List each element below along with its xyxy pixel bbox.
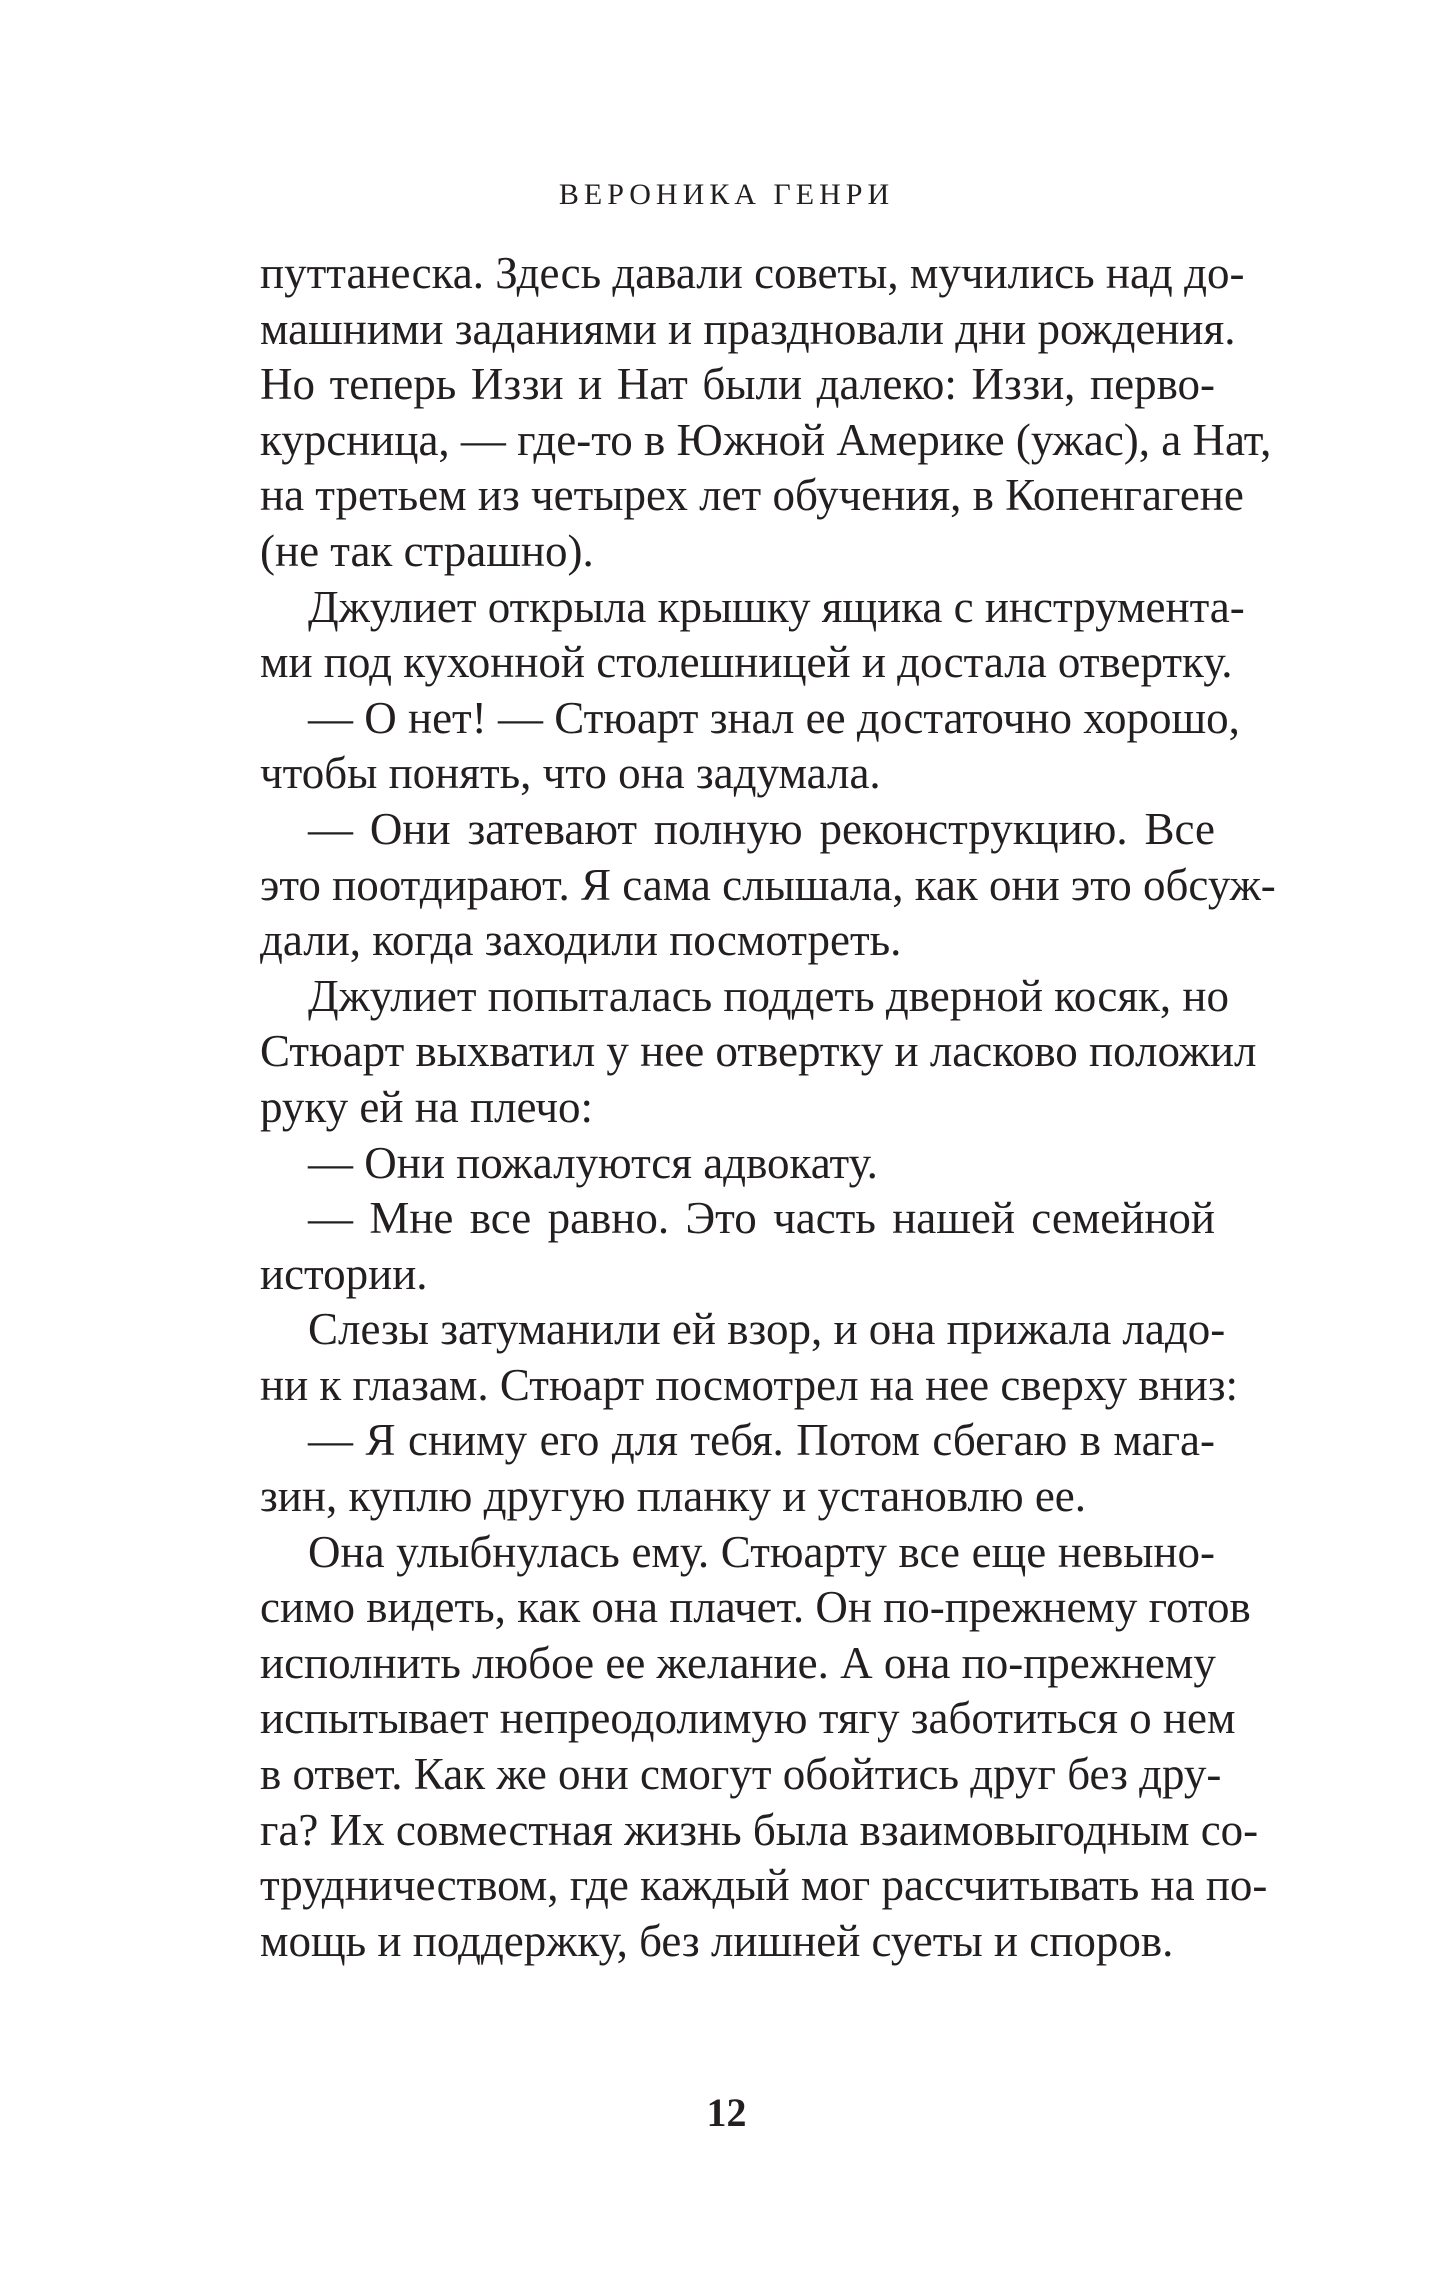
text-line: га? Их совместная жизнь была взаимовыгодным со- (260, 1804, 1259, 1855)
text-line: Но теперь Иззи и Нат были далеко: Иззи, перво- (260, 359, 1215, 410)
text-line: в ответ. Как же они смогут обойтись друг без дру- (260, 1749, 1222, 1800)
text-line: — Они затевают полную реконструкцию. Все (308, 803, 1215, 854)
text-line: испытывает непреодолимую тягу заботиться о нем (260, 1693, 1236, 1744)
text-line: дали, когда заходили посмотреть. (260, 915, 902, 966)
text-line: (не так страшно). (260, 525, 594, 576)
text-line: Стюарт выхватил у нее отвертку и ласково положил (260, 1026, 1257, 1077)
text-line: Слезы затуманили ей взор, и она прижала ладо- (308, 1304, 1226, 1355)
text-line: ми под кухонной столешницей и достала отвертку. (260, 637, 1233, 688)
text-line: — О нет! — Стюарт знал ее достаточно хорошо, (308, 692, 1240, 743)
text-line: — Мне все равно. Это часть нашей семейной (308, 1193, 1215, 1244)
text-line: — Я сниму его для тебя. Потом сбегаю в мага- (308, 1415, 1215, 1466)
running-head: ВЕРОНИКА ГЕНРИ (558, 178, 895, 211)
text-line: это поотдирают. Я сама слышала, как они это обсуж- (260, 859, 1276, 910)
text-line: мощь и поддержку, без лишней суеты и споров. (260, 1915, 1174, 1966)
text-line: руку ей на плечо: (260, 1081, 594, 1132)
text-line: — Они пожалуются адвокату. (308, 1137, 878, 1188)
text-line: чтобы понять, что она задумала. (260, 748, 881, 799)
text-line: ни к глазам. Стюарт посмотрел на нее сверху вниз: (260, 1359, 1239, 1410)
text-line: исполнить любое ее желание. А она по-прежнему (260, 1637, 1216, 1688)
text-line: курсница, — где-то в Южной Америке (ужас), а Нат, (260, 414, 1272, 465)
text-line: истории. (260, 1248, 428, 1299)
body-text (260, 246, 1276, 1969)
text-line: симо видеть, как она плачет. Он по-прежнему готов (260, 1582, 1251, 1633)
text-line: машними заданиями и праздновали дни рождения. (260, 303, 1236, 354)
text-line: зин, куплю другую планку и установлю ее. (260, 1471, 1087, 1522)
text-line: путтанеска. Здесь давали советы, мучились над до- (260, 248, 1245, 298)
text-line: Джулиет открыла крышку ящика с инструмента- (308, 581, 1245, 632)
text-line: трудничеством, где каждый мог рассчитывать на по- (260, 1860, 1268, 1911)
page-number: 12 (706, 2090, 747, 2135)
text-line: Джулиет попыталась поддеть дверной косяк, но (308, 970, 1229, 1021)
text-line: Она улыбнулась ему. Стюарту все еще невыно- (308, 1526, 1215, 1577)
text-line: на третьем из четырех лет обучения, в Копенгагене (260, 470, 1244, 521)
